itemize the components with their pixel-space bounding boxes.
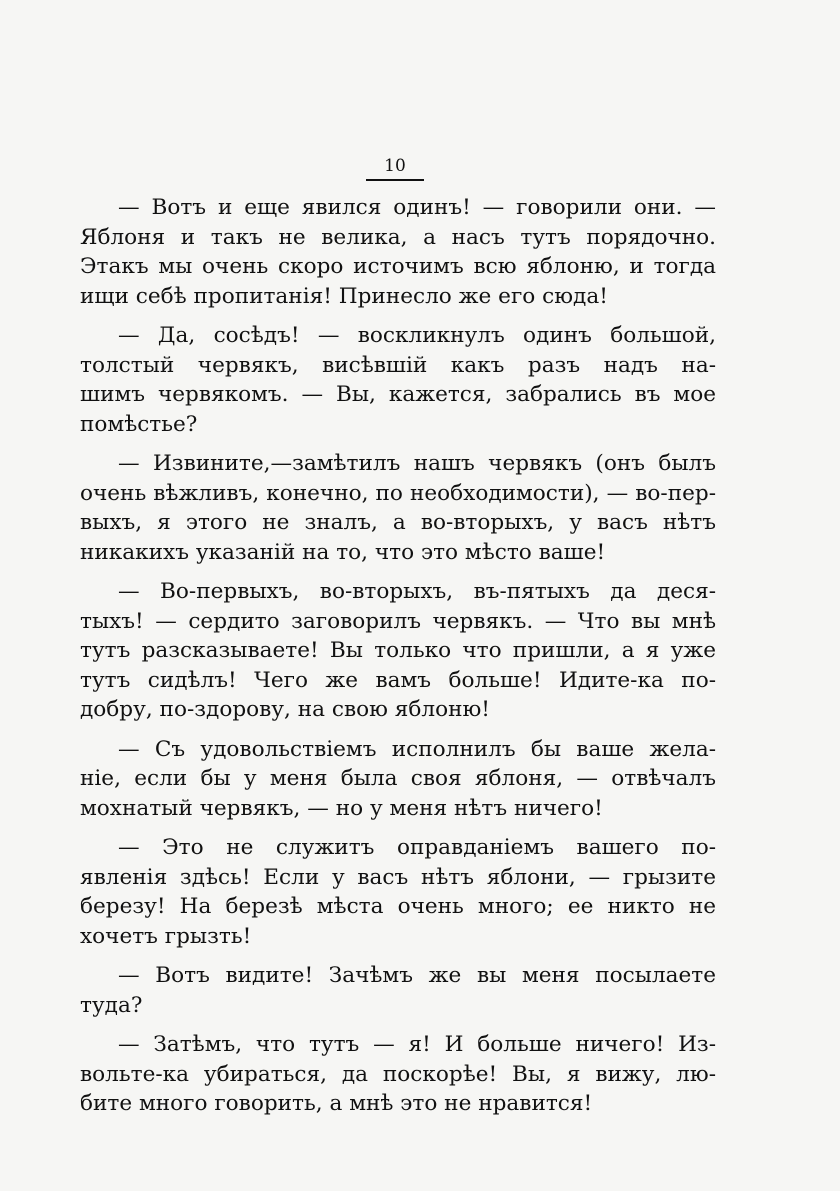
- page-number: 10: [384, 156, 406, 176]
- paragraph: [80, 961, 716, 1020]
- text-line: тутъ сидѣлъ! Чего же вамъ больше! Идите-ка по-: [80, 667, 716, 693]
- text-line: — Извините,—замѣтилъ нашъ червякъ (онъ былъ: [118, 451, 716, 476]
- text-line: мохнатый червякъ, — но у меня нѣтъ ничего!: [80, 795, 603, 821]
- text-line: березу! На березѣ мѣста очень много; ее никто не: [80, 894, 716, 919]
- text-line: ищи себѣ пропитанія! Принесло же его сюда!: [80, 283, 608, 309]
- text-line: — Да, сосѣдъ! — воскликнулъ одинъ большой,: [118, 323, 716, 348]
- text-line: Яблоня и такъ не велика, а насъ тутъ порядочно.: [80, 224, 716, 250]
- text-line: явленія здѣсь! Если у васъ нѣтъ яблони, — грызите: [80, 864, 716, 890]
- body-text: [80, 193, 716, 1129]
- text-line: Этакъ мы очень скоро источимъ всю яблоню, и тогда: [80, 254, 716, 279]
- text-line: — Это не служитъ оправданіемъ вашего по-: [118, 835, 716, 860]
- text-line: шимъ червякомъ. — Вы, кажется, забрались въ мое: [80, 382, 716, 407]
- text-line: туда?: [80, 992, 143, 1018]
- text-line: бите много говорить, а мнѣ это не нравится!: [80, 1091, 593, 1116]
- text-line: выхъ, я этого не зналъ, а во-вторыхъ, у васъ нѣтъ: [80, 510, 716, 535]
- text-line: вольте-ка убираться, да поскорѣе! Вы, я вижу, лю-: [80, 1061, 716, 1087]
- paragraph: [80, 449, 716, 567]
- text-line: — Вотъ и еще явился одинъ! — говорили они. —: [118, 195, 716, 220]
- text-line: тутъ разсказываете! Вы только что пришли, а я уже: [80, 638, 716, 663]
- text-line: — Съ удовольствіемъ исполнилъ бы ваше жела-: [118, 736, 716, 762]
- text-line: — Во-первыхъ, во-вторыхъ, въ-пятыхъ да деся-: [118, 579, 716, 604]
- text-line: никакихъ указаній на то, что это мѣсто ваше!: [80, 539, 606, 565]
- paragraph: [80, 193, 716, 311]
- paragraph: [80, 735, 716, 824]
- text-line: ніе, если бы у меня была своя яблоня, — отвѣчалъ: [80, 766, 716, 791]
- paragraph: [80, 577, 716, 725]
- text-line: хочетъ грызть!: [80, 923, 252, 949]
- paragraph: [80, 321, 716, 439]
- paragraph: [80, 833, 716, 951]
- text-line: — Вотъ видите! Зачѣмъ же вы меня посылаете: [118, 963, 716, 988]
- text-line: добру, по-здорову, на свою яблоню!: [80, 697, 490, 722]
- paragraph: [80, 1030, 716, 1119]
- text-line: — Затѣмъ, что тутъ — я! И больше ничего! Из-: [118, 1032, 716, 1057]
- text-line: очень вѣжливъ, конечно, по необходимости), — во-пер-: [80, 480, 716, 506]
- text-line: тыхъ! — сердито заговорилъ червякъ. — Что вы мнѣ: [80, 608, 716, 634]
- page-number-rule: [366, 179, 424, 181]
- text-line: толстый червякъ, висѣвшій какъ разъ надъ на-: [80, 352, 716, 378]
- text-line: помѣстье?: [80, 411, 198, 437]
